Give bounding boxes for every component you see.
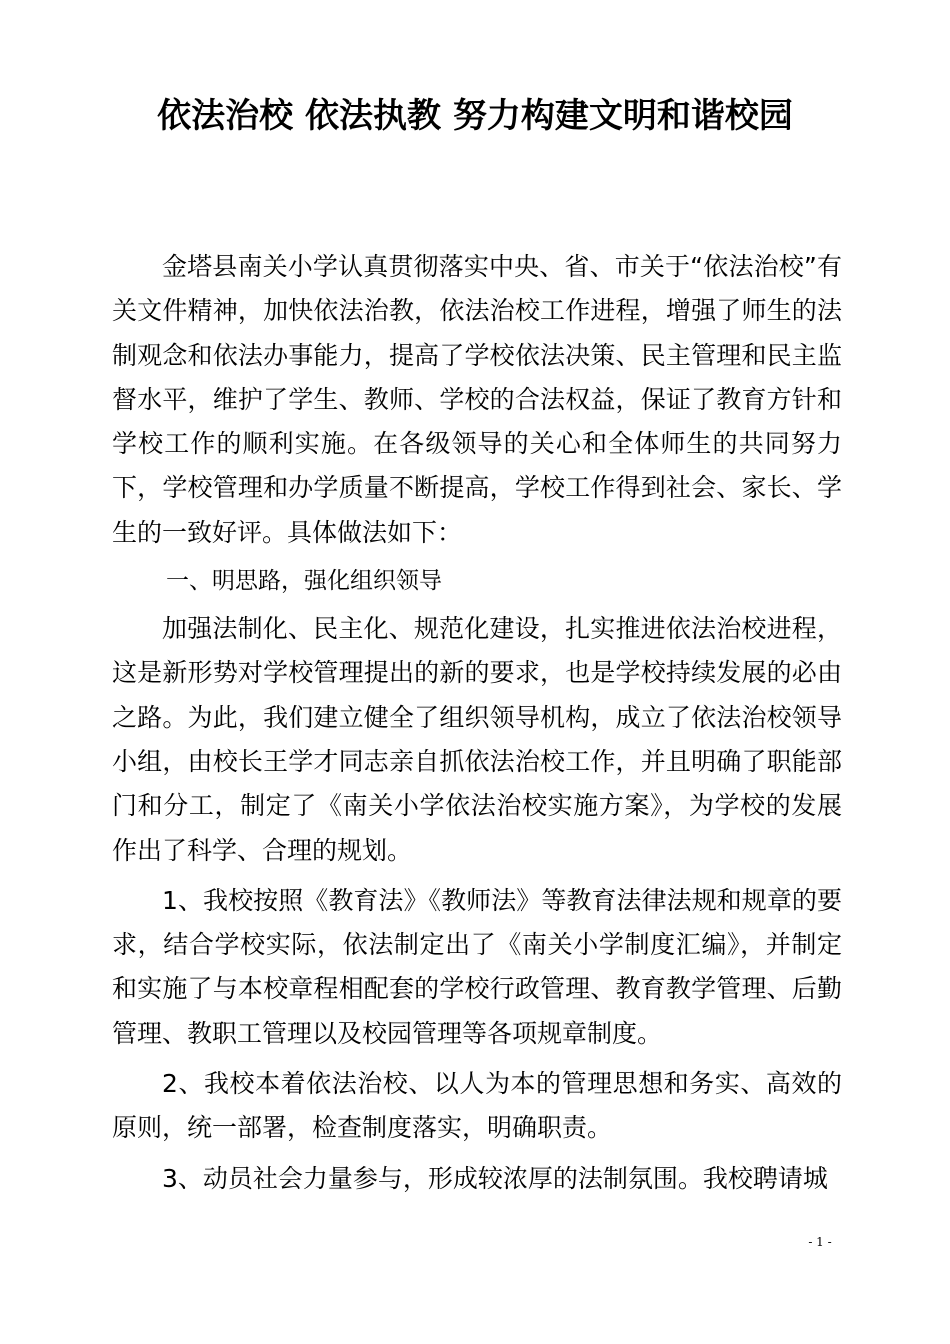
page-number: - 1 - bbox=[808, 1235, 832, 1249]
section-heading-1: 一、明思路，强化组织领导 bbox=[166, 568, 442, 595]
paragraph-intro: 金塔县南关小学认真贯彻落实中央、省、市关于“依法治校”有关文件精神，加快依法治教，依法治校工作进程，增强了师生的法制观念和依法办事能力，提高了学校依法决策、民主管理和民主监督水平，维护了学生、教师、学校的合法权益，保证了教育方针和学校工作的顺利实施。在各级领导的关心和全体师生的共同努力下，学校管理和办学质量不断提高，学校工作得到社会、家长、学生的一致好评。具体做法如下： bbox=[112, 252, 842, 547]
document-body bbox=[112, 245, 842, 1201]
paragraph-item-3: 3、动员社会力量参与，形成较浓厚的法制氛围。我校聘请城 bbox=[162, 1163, 828, 1193]
paragraph-section-1: 加强法制化、民主化、规范化建设，扎实推进依法治校进程，这是新形势对学校管理提出的新的要求，也是学校持续发展的必由之路。为此，我们建立健全了组织领导机构，成立了依法治校领导小组，由校长王学才同志亲自抓依法治校工作，并且明确了职能部门和分工，制定了《南关小学依法治校实施方案》，为学校的发展作出了科学、合理的规划。 bbox=[112, 614, 842, 865]
document-title: 依法治校 依法执教 努力构建文明和谐校园 bbox=[157, 96, 793, 136]
paragraph-item-1: 1、我校按照《教育法》《教师法》等教育法律法规和规章的要求，结合学校实际，依法制定出了《南关小学制度汇编》，并制定和实施了与本校章程相配套的学校行政管理、教育教学管理、后勤管理、教职工管理以及校园管理等各项规章制度。 bbox=[112, 885, 842, 1048]
paragraph-item-2: 2、我校本着依法治校、以人为本的管理思想和务实、高效的原则，统一部署，检查制度落实，明确职责。 bbox=[112, 1069, 842, 1143]
